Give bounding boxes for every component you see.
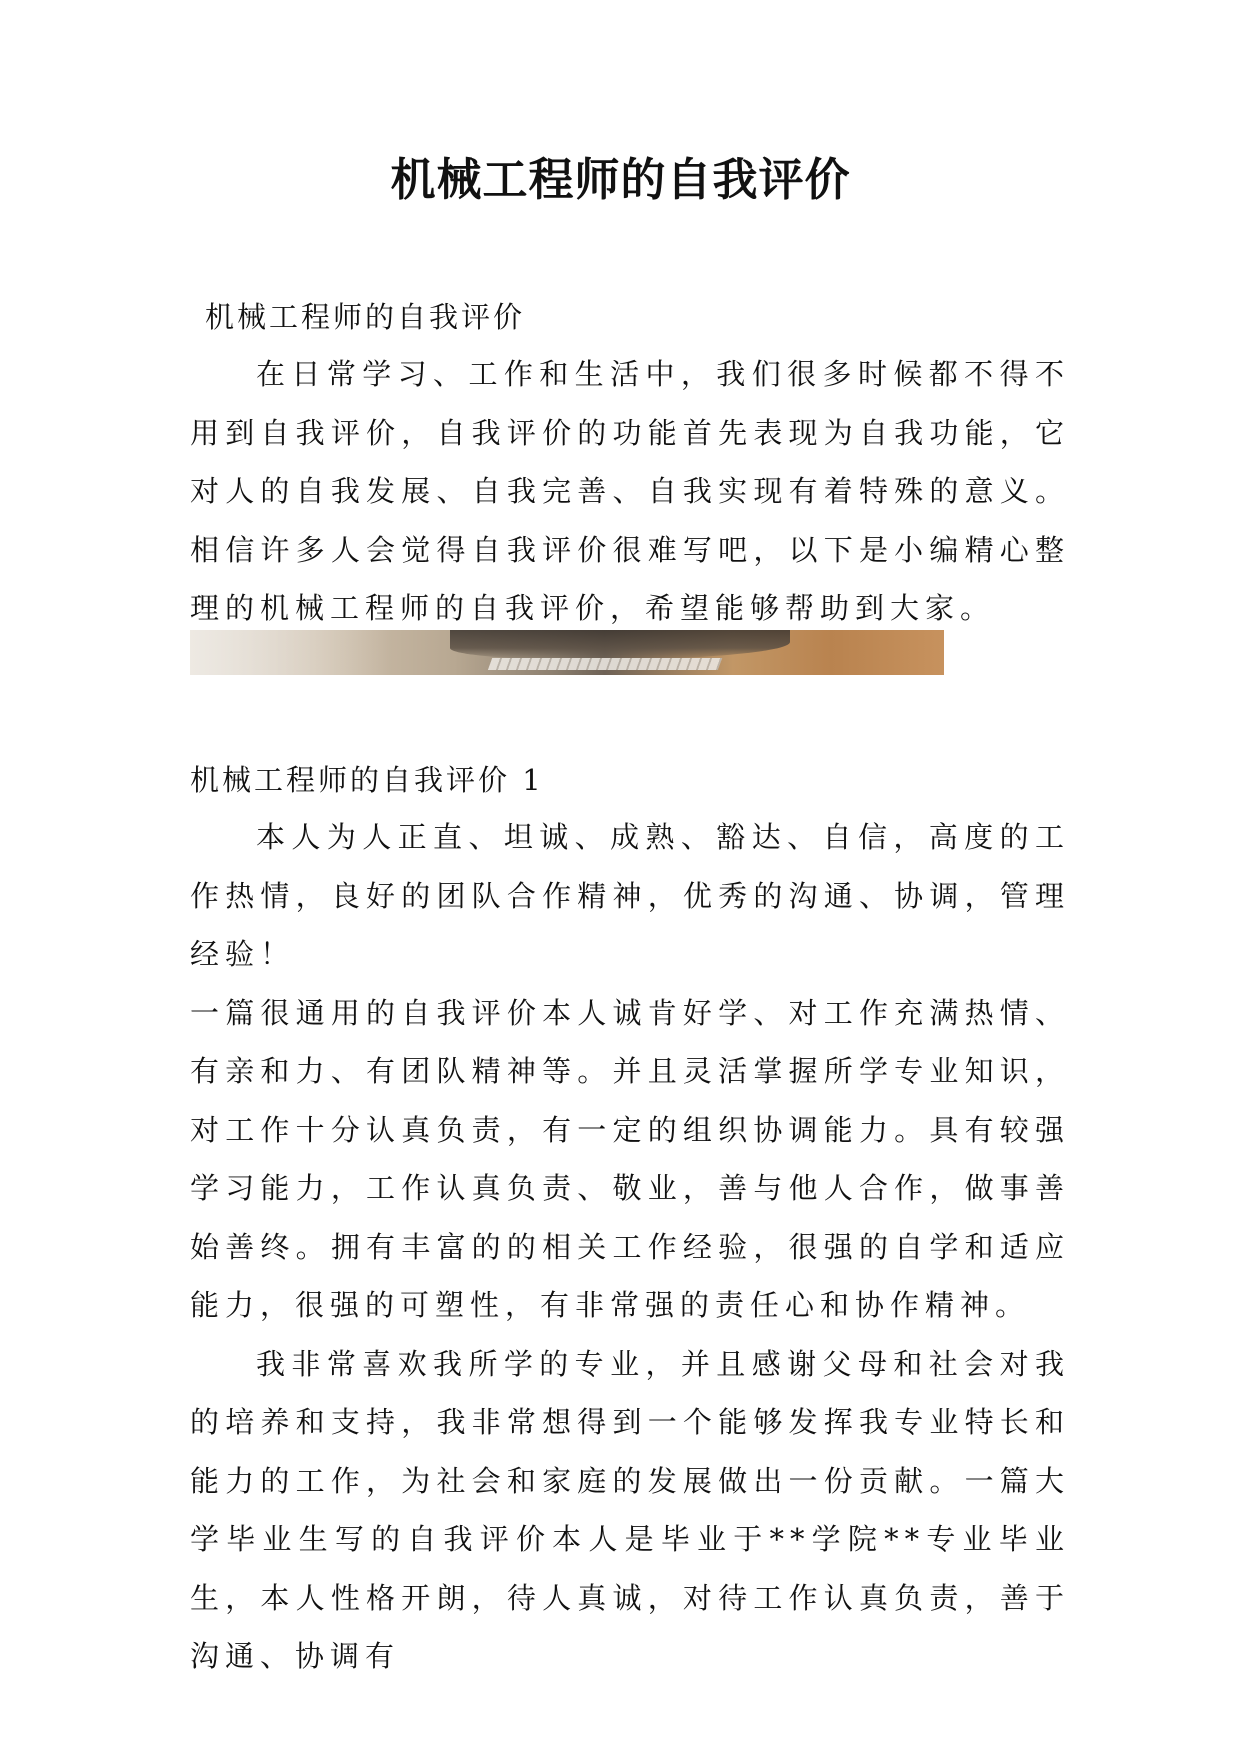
banner-laptop-shadow [450, 630, 790, 660]
banner-image [190, 630, 944, 675]
intro-paragraph: 在日常学习、工作和生活中，我们很多时候都不得不用到自我评价，自我评价的功能首先表现为自我功能，它对人的自我发展、自我完善、自我实现有着特殊的意义。相信许多人会觉得自我评价很难写吧，以下是小编精心整理的机械工程师的自我评价，希望能够帮助到大家。 [190, 357, 1070, 625]
banner-light-area [190, 630, 390, 675]
intro-section [190, 345, 1070, 638]
body-paragraph: 一篇很通用的自我评价本人诚肯好学、对工作充满热情、有亲和力、有团队精神等。并且灵活掌握所学专业知识，对工作十分认真负责，有一定的组织协调能力。具有较强学习能力，工作认真负责、敬业，善与他人合作，做事善始善终。拥有丰富的的相关工作经验，很强的自学和适应能力，很强的可塑性，有非常强的责任心和协作精神。 [190, 995, 1070, 1322]
section-heading: 机械工程师的自我评价 1 [190, 763, 544, 797]
document-subtitle: 机械工程师的自我评价 [205, 300, 526, 334]
body-paragraph: 我非常喜欢我所学的专业，并且感谢父母和社会对我的培养和支持，我非常想得到一个能够发挥我专业特长和能力的工作，为社会和家庭的发展做出一份贡献。一篇大学毕业生写的自我评价本人是毕业于**学院**专业毕业生，本人性格开朗，待人真诚，对待工作认真负责，善于沟通、协调有 [190, 1346, 1070, 1673]
document-title: 机械工程师的自我评价 [390, 153, 851, 206]
banner-keyboard [488, 658, 722, 670]
body-paragraph: 本人为人正直、坦诚、成熟、豁达、自信，高度的工作热情，良好的团队合作精神，优秀的沟通、协调，管理经验！ [190, 820, 1070, 971]
section-body [190, 808, 1070, 1686]
